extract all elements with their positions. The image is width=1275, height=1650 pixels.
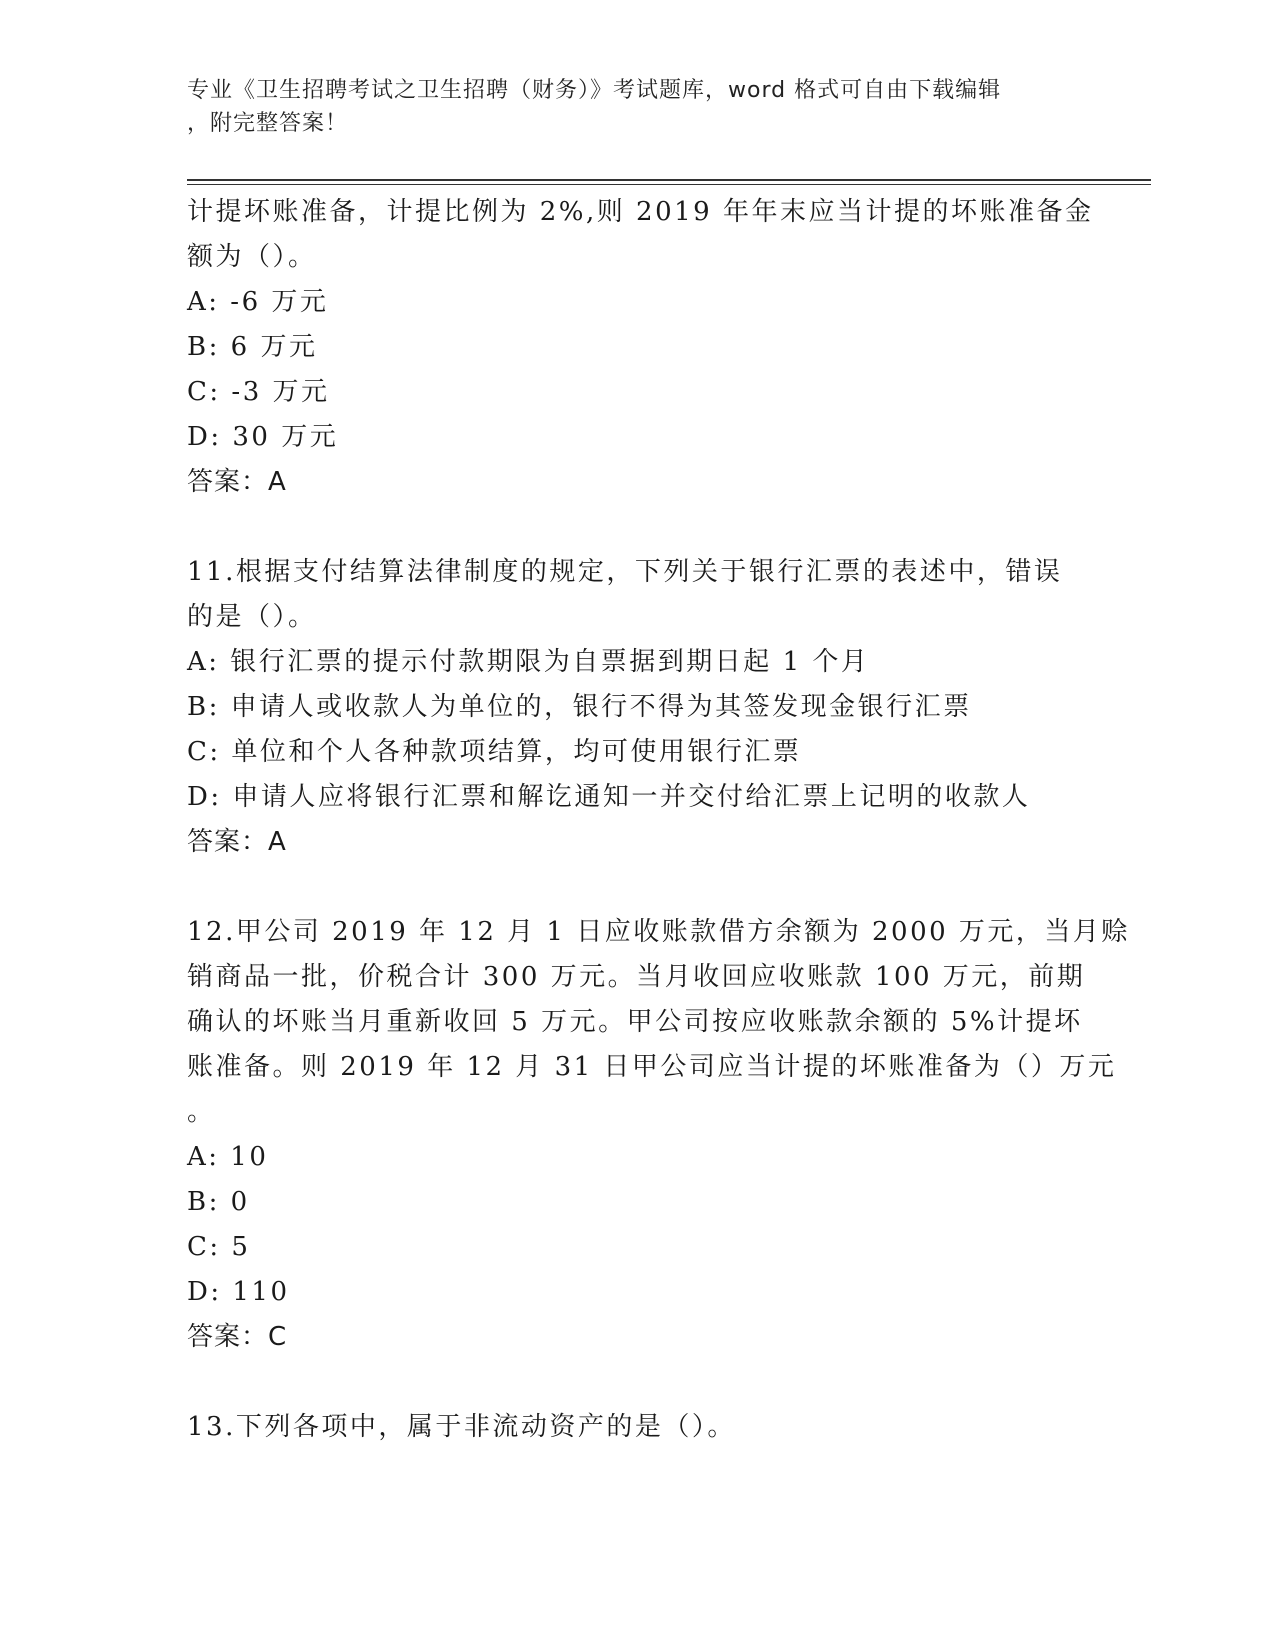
option-a: A: 10 bbox=[187, 1142, 269, 1172]
question-13 bbox=[187, 1405, 1087, 1450]
option-d: D: 申请人应将银行汇票和解讫通知一并交付给汇票上记明的收款人 bbox=[187, 782, 1031, 812]
answer: 答案：A bbox=[187, 827, 287, 857]
spacer bbox=[187, 865, 1087, 910]
question-text: 确认的坏账当月重新收回 5 万元。甲公司按应收账款余额的 5%计提坏 bbox=[187, 1007, 1083, 1037]
document-header bbox=[187, 74, 1067, 140]
option-d: D: 110 bbox=[187, 1277, 290, 1307]
option-b: B: 6 万元 bbox=[187, 332, 318, 362]
question-10 bbox=[187, 190, 1094, 505]
question-11 bbox=[187, 550, 1087, 865]
question-text: 销商品一批，价税合计 300 万元。当月收回应收账款 100 万元，前期 bbox=[187, 962, 1086, 992]
question-text: 13.下列各项中，属于非流动资产的是（）。 bbox=[187, 1412, 736, 1442]
question-text: 额为（）。 bbox=[187, 242, 317, 272]
question-text: 。 bbox=[187, 1097, 216, 1127]
question-list bbox=[187, 190, 1130, 1450]
option-c: C: 5 bbox=[187, 1232, 251, 1262]
question-text: 的是（）。 bbox=[187, 602, 317, 632]
option-d: D: 30 万元 bbox=[187, 422, 339, 452]
spacer bbox=[187, 505, 1087, 550]
question-text: 11.根据支付结算法律制度的规定，下列关于银行汇票的表述中，错误 bbox=[187, 557, 1063, 587]
answer: 答案：C bbox=[187, 1322, 288, 1352]
option-b: B: 0 bbox=[187, 1187, 250, 1217]
header-divider-thin bbox=[187, 184, 1151, 185]
header-line-2: ，附完整答案！ bbox=[187, 111, 349, 136]
question-text: 12.甲公司 2019 年 12 月 1 日应收账款借方余额为 2000 万元，当月赊 bbox=[187, 917, 1130, 947]
question-text: 账准备。则 2019 年 12 月 31 日甲公司应当计提的坏账准备为（）万元 bbox=[187, 1052, 1117, 1082]
option-a: A: 银行汇票的提示付款期限为自票据到期日起 1 个月 bbox=[187, 647, 870, 677]
option-c: C: -3 万元 bbox=[187, 377, 330, 407]
question-text: 计提坏账准备，计提比例为 2%,则 2019 年年末应当计提的坏账准备金 bbox=[187, 197, 1094, 227]
answer: 答案：A bbox=[187, 467, 287, 497]
option-c: C: 单位和个人各种款项结算，均可使用银行汇票 bbox=[187, 737, 802, 767]
header-line-1: 专业《卫生招聘考试之卫生招聘（财务）》考试题库，word 格式可自由下载编辑 bbox=[187, 78, 1002, 103]
spacer bbox=[187, 1360, 1087, 1405]
option-b: B: 申请人或收款人为单位的，银行不得为其签发现金银行汇票 bbox=[187, 692, 972, 722]
header-divider-thick bbox=[187, 179, 1151, 181]
option-a: A: -6 万元 bbox=[187, 287, 329, 317]
question-12 bbox=[187, 910, 1130, 1360]
